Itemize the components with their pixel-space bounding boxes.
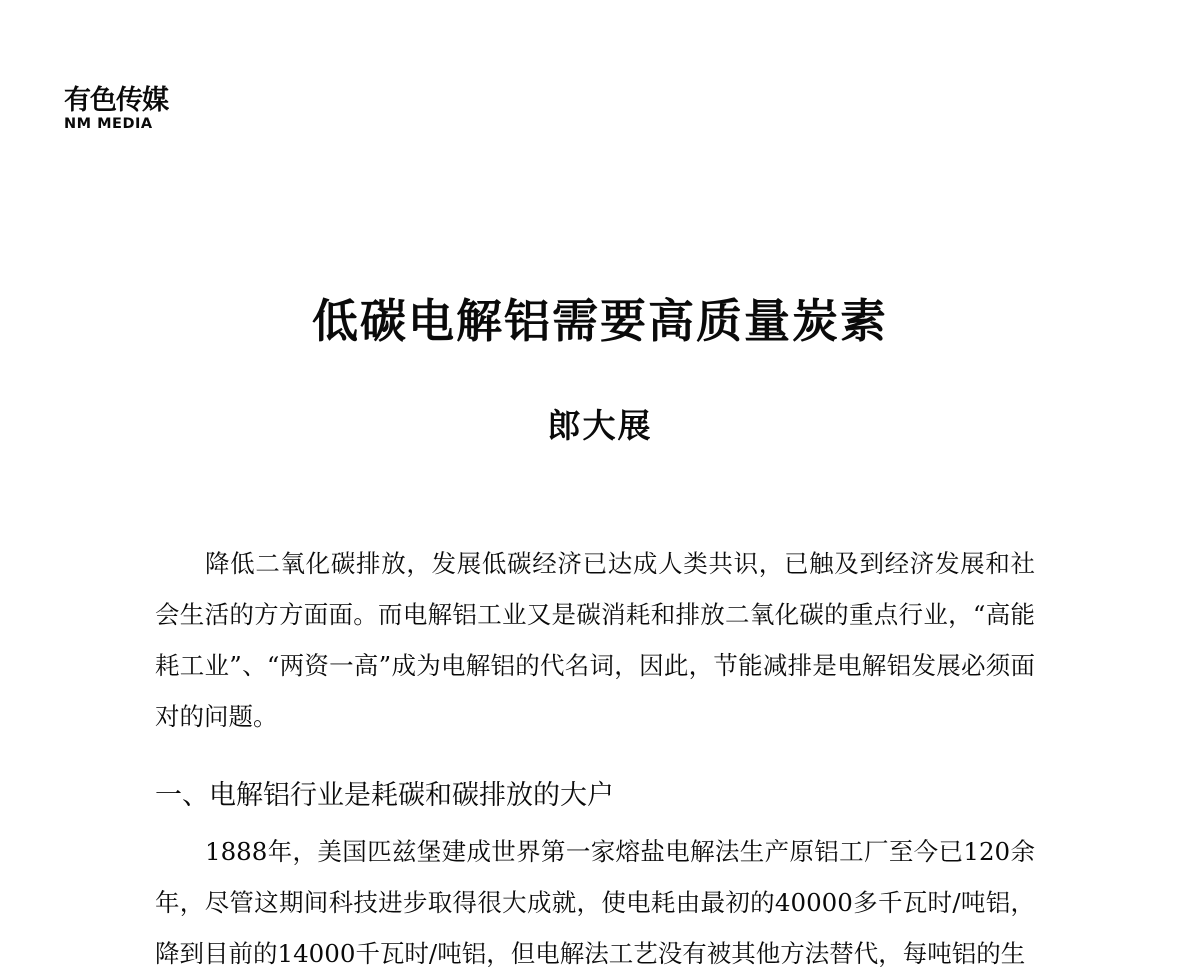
article-title: 低碳电解铝需要高质量炭素 xyxy=(312,294,888,348)
logo-chinese-text: 有色传媒 xyxy=(64,85,168,116)
section-paragraph: 1888年，美国匹兹堡建成世界第一家熔盐电解法生产原铝工厂至今已120余年，尽管这期间科技进步取得很大成就，使电耗由最初的40000多千瓦时/吨铝，降到目前的14000千瓦时/吨铝，但电解法工艺没有被其他方法替代，每吨铝的生 xyxy=(155,837,1035,968)
logo-english-text: NM MEDIA xyxy=(64,116,153,132)
section-heading: 一、电解铝行业是耗碳和碳排放的大户 xyxy=(155,780,614,811)
publisher-logo xyxy=(64,86,168,132)
intro-paragraph: 降低二氧化碳排放，发展低碳经济已达成人类共识，已触及到经济发展和社会生活的方方面面。而电解铝工业又是碳消耗和排放二氧化碳的重点行业，“高能耗工业”、“两资一高”成为电解铝的代名词，因此，节能减排是电解铝发展必须面对的问题。 xyxy=(155,549,1035,731)
article-author: 郎大展 xyxy=(547,406,653,445)
